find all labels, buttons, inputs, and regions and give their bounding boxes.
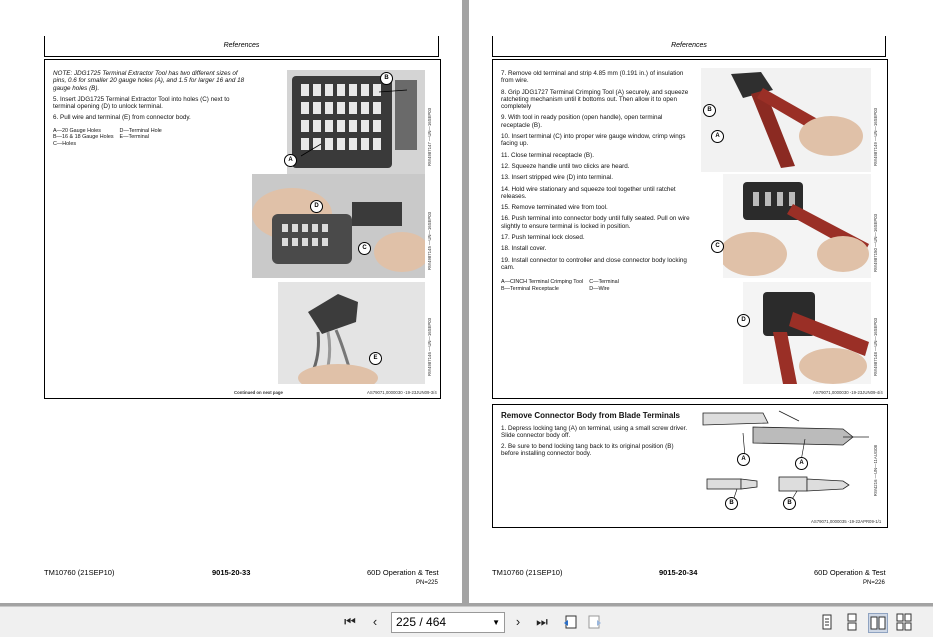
- callout-d: D: [310, 200, 323, 213]
- continued-note: Continued on next page: [234, 390, 283, 395]
- callout-a: A: [737, 453, 750, 466]
- step-19: 19. Install connector to controller and close connector body locking cam.: [501, 256, 687, 271]
- image-code: RW4987147 —UN—16SEP03: [427, 108, 432, 166]
- callout-b: B: [703, 104, 716, 117]
- step-12: 12. Squeeze handle until two clicks are heard.: [501, 162, 630, 170]
- step-16: 16. Push terminal into connector body until fully seated. Pull on wire slightly to ensure terminal is locked in position.: [501, 215, 690, 230]
- crimp-tool-photo-3: [743, 282, 871, 384]
- step-10: 10. Insert terminal (C) into proper wire gauge window, crimp wings facing up.: [501, 133, 686, 148]
- page-right: [469, 0, 933, 603]
- footer-pn: PN=225: [416, 580, 438, 586]
- legend: [501, 279, 625, 292]
- callout-c: C: [711, 240, 724, 253]
- single-page-view-icon[interactable]: [818, 613, 836, 631]
- step-5: 5. Insert JDG1725 Terminal Extractor Tool into holes (C) next to terminal opening (D) to unlock terminal.: [53, 95, 230, 111]
- crimp-tool-illustration: [723, 174, 871, 278]
- callout-a: A: [795, 457, 808, 470]
- footer-manual-id: TM10760 (21SEP10): [492, 568, 563, 577]
- continuous-view-icon[interactable]: [843, 613, 861, 631]
- image-code: RW4987148 —UN—16SEP03: [873, 318, 878, 376]
- image-code: RW4987150 —UN—16SEP03: [873, 214, 878, 272]
- note: NOTE: JDG1725 Terminal Extractor Tool has two different sizes of pins, 0.6 for smaller 20 gauge holes (A), and 1.5 for larger 16 and 18 gauge holes (B).: [53, 70, 245, 92]
- callout-b: B: [380, 72, 393, 85]
- section-code: AS79071,0000030 -19-23JUN09-4/4: [813, 390, 883, 395]
- go-forward-icon[interactable]: [587, 614, 603, 630]
- hands-tool-illustration: [252, 174, 425, 278]
- step-6: 6. Pull wire and terminal (E) from connector body.: [53, 114, 191, 122]
- step-11: 11. Close terminal receptacle (B).: [501, 151, 594, 159]
- crimp-tool-illustration: [743, 282, 871, 384]
- wire-pull-photo: [278, 282, 425, 384]
- step-18: 18. Install cover.: [501, 245, 547, 253]
- step-13: 13. Insert stripped wire (D) into terminal.: [501, 174, 613, 182]
- callout-c: C: [358, 242, 371, 255]
- chevron-down-icon: ▼: [492, 618, 500, 627]
- connector-illustration: [287, 70, 425, 174]
- legend-item: A—CINCH Terminal Crimping Tool: [501, 279, 584, 286]
- image-code: RW4987149 —UN—16SEP03: [873, 108, 878, 166]
- last-page-icon[interactable]: ⏭: [536, 614, 548, 629]
- extractor-tool-photo: [252, 174, 425, 278]
- legend-item: D—Terminal Hole: [119, 127, 162, 134]
- content-box: [492, 59, 888, 399]
- remove-connector-box: [492, 404, 888, 528]
- step-7: 7. Remove old terminal and strip 4.85 mm (0.191 in.) of insulation from wire.: [501, 70, 684, 85]
- page-number-select[interactable]: [391, 612, 505, 633]
- footer-manual-id: TM10760 (21SEP10): [44, 568, 115, 577]
- viewer-toolbar: [0, 606, 933, 637]
- page-header: References: [492, 36, 886, 57]
- two-page-view-icon[interactable]: [868, 613, 888, 633]
- callout-b: B: [783, 497, 796, 510]
- wire-illustration: [278, 282, 425, 384]
- legend-item: B—Terminal Receptacle: [501, 285, 559, 292]
- footer-title: 60D Operation & Test: [367, 568, 439, 577]
- legend-item: C—Terminal: [589, 279, 619, 286]
- section-code: AS79071,0000035 -19-22APR09-1/1: [811, 519, 882, 524]
- prev-page-icon[interactable]: ‹: [372, 614, 378, 629]
- image-code: RW4216 —UN—11AUG08: [873, 445, 878, 497]
- step-8: 8. Grip JDG1727 Terminal Crimping Tool (A) securely, and squeeze ratcheting mechanism until it bottoms out. Then allow it to open completely: [501, 88, 689, 111]
- blade-terminal-diagram: [693, 409, 871, 515]
- section-text: [501, 411, 691, 462]
- step-14: 14. Hold wire stationary and squeeze tool together until ratchet releases.: [501, 185, 676, 200]
- callout-e: E: [369, 352, 382, 365]
- text-column: [53, 70, 245, 147]
- callout-d: D: [737, 314, 750, 327]
- first-page-icon[interactable]: ⏮: [344, 614, 356, 629]
- footer-page-number: 9015-20-33: [212, 568, 251, 577]
- section-step-2: 2. Be sure to bend locking tang back to its original position (B) before installing connector body.: [501, 443, 674, 458]
- page-header: References: [44, 36, 439, 57]
- image-code: RW4987146 —UN—16SEP03: [427, 318, 432, 376]
- go-back-icon[interactable]: [562, 614, 578, 630]
- next-page-icon[interactable]: ›: [515, 614, 521, 629]
- legend-item: A—20 Gauge Holes: [53, 127, 101, 134]
- footer-title: 60D Operation & Test: [814, 568, 886, 577]
- crimp-tool-photo-2: [723, 174, 871, 278]
- callout-a: A: [284, 154, 297, 167]
- section-title: Remove Connector Body from Blade Terminals: [501, 411, 680, 420]
- legend-item: [120, 141, 168, 147]
- connector-pins-photo: [287, 70, 425, 174]
- text-column: [501, 70, 691, 292]
- terminal-line-drawing: [693, 409, 871, 515]
- step-15: 15. Remove terminated wire from tool.: [501, 204, 608, 212]
- page-number-value: 225 / 464: [396, 615, 447, 629]
- footer-page-number: 9015-20-34: [659, 568, 698, 577]
- callout-a: A: [711, 130, 724, 143]
- content-box: [44, 59, 441, 399]
- image-code: RW4987145 —UN—16SEP03: [427, 212, 432, 270]
- step-17: 17. Push terminal lock closed.: [501, 234, 585, 242]
- legend-item: B—16 & 18 Gauge Holes: [53, 134, 114, 141]
- crimp-tool-illustration: [701, 68, 871, 172]
- legend-item: C—Holes: [53, 140, 77, 147]
- legend: [53, 128, 168, 147]
- step-9: 9. With tool in ready position (open handle), open terminal receptacle (B).: [501, 114, 663, 129]
- section-step-1: 1. Depress locking tang (A) on terminal, using a small screw driver. Slide connector body off.: [501, 424, 688, 439]
- section-code: AS79071,0000030 -19-23JUN09-3/4: [367, 390, 437, 395]
- page-left: [0, 0, 462, 603]
- two-page-continuous-icon[interactable]: [895, 613, 913, 631]
- legend-item: E—Terminal: [119, 134, 149, 141]
- footer-pn: PN=226: [863, 580, 885, 586]
- crimp-tool-photo-1: [701, 68, 871, 172]
- callout-b: B: [725, 497, 738, 510]
- legend-item: D—Wire: [589, 285, 610, 292]
